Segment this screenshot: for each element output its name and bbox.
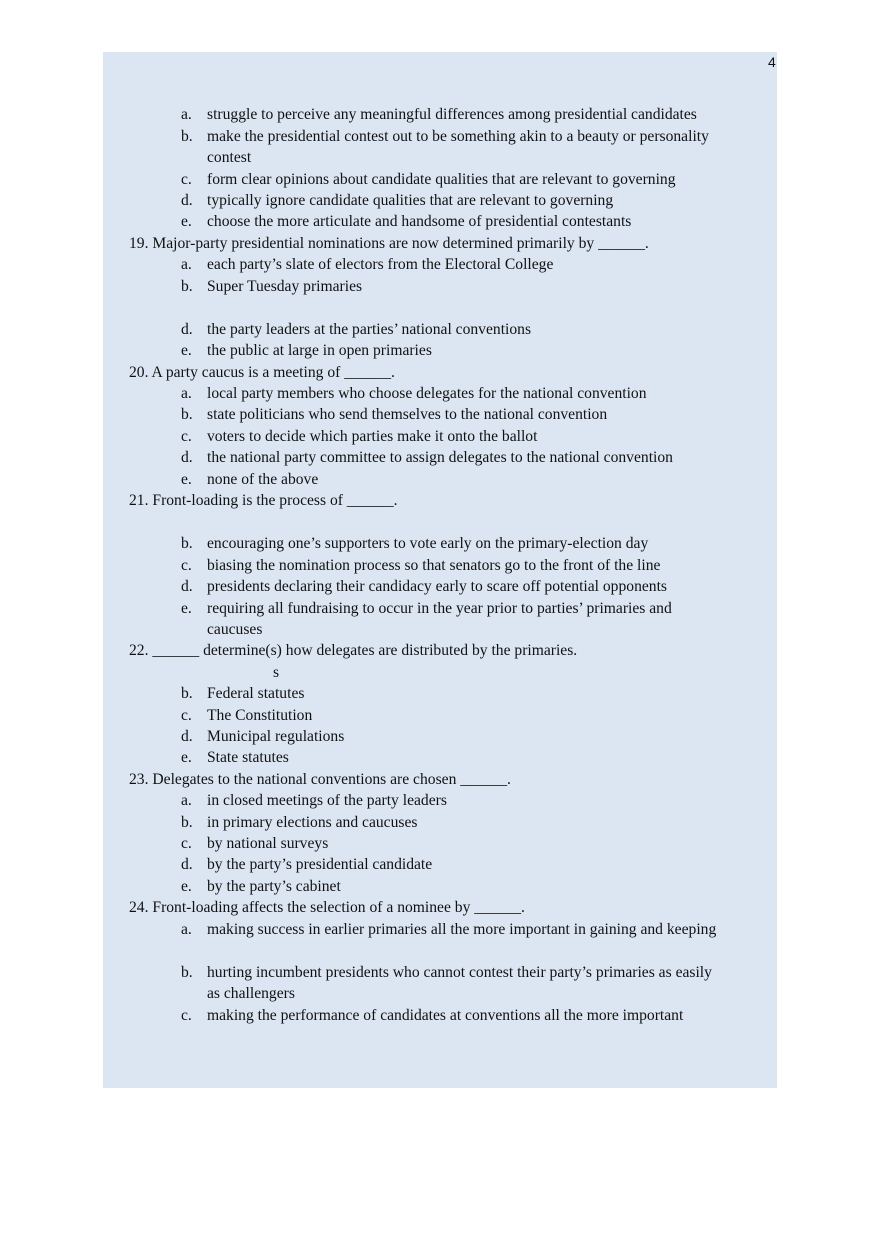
option-text: the public at large in open primaries [207, 342, 432, 359]
question-19: 19. Major-party presidential nominations are now determined primarily by ______. [129, 235, 649, 252]
option-text: the party leaders at the parties’ national conventions [207, 321, 532, 338]
option-text: presidents declaring their candidacy early to scare off potential opponents [207, 578, 667, 595]
option-text: Super Tuesday primaries [207, 278, 363, 295]
option-text: struggle to perceive any meaningful differences among presidential candidates [207, 106, 697, 123]
option-text: Federal statutes [207, 685, 305, 702]
question-21: 21. Front-loading is the process of ______. [129, 492, 398, 509]
option-text: in closed meetings of the party leaders [207, 792, 447, 809]
option-text: local party members who choose delegates for the national convention [207, 385, 647, 402]
option-text: the national party committee to assign delegates to the national convention [207, 449, 673, 466]
question-20: 20. A party caucus is a meeting of ______. [129, 364, 395, 381]
option-text: choose the more articulate and handsome of presidential contestants [207, 213, 632, 230]
option-text: make the presidential contest out to be something akin to a beauty or personality [207, 128, 709, 145]
option-text: form clear opinions about candidate qualities that are relevant to governing [207, 171, 676, 188]
option-text: as challengers [207, 985, 295, 1002]
option-text: contest [207, 149, 252, 166]
question-24: 24. Front-loading affects the selection of a nominee by ______. [129, 899, 525, 916]
option-text: none of the above [207, 471, 319, 488]
option-text: caucuses [207, 621, 263, 638]
option-text: requiring all fundraising to occur in the year prior to parties’ primaries and [207, 600, 672, 617]
option-text: by the party’s cabinet [207, 878, 341, 895]
stray-character: s [273, 664, 280, 681]
option-text: by the party’s presidential candidate [207, 856, 433, 873]
option-text: voters to decide which parties make it onto the ballot [207, 428, 538, 445]
question-23: 23. Delegates to the national conventions are chosen ______. [129, 771, 511, 788]
option-text: hurting incumbent presidents who cannot contest their party’s primaries as easily [207, 964, 712, 981]
option-text: The Constitution [207, 707, 313, 724]
option-text: by national surveys [207, 835, 329, 852]
option-text: making the performance of candidates at conventions all the more important [207, 1007, 684, 1024]
question-22: 22. ______ determine(s) how delegates are distributed by the primaries. [129, 642, 578, 659]
option-text: encouraging one’s supporters to vote early on the primary-election day [207, 535, 649, 552]
option-text: State statutes [207, 749, 289, 766]
option-text: making success in earlier primaries all the more important in gaining and keeping [207, 921, 717, 938]
option-text: state politicians who send themselves to the national convention [207, 406, 608, 423]
option-text: each party’s slate of electors from the Electoral College [207, 256, 554, 273]
option-text: biasing the nomination process so that senators go to the front of the line [207, 557, 661, 574]
page-number: 4 [768, 54, 776, 70]
option-text: in primary elections and caucuses [207, 814, 418, 831]
option-text: Municipal regulations [207, 728, 345, 745]
option-text: typically ignore candidate qualities that are relevant to governing [207, 192, 614, 209]
